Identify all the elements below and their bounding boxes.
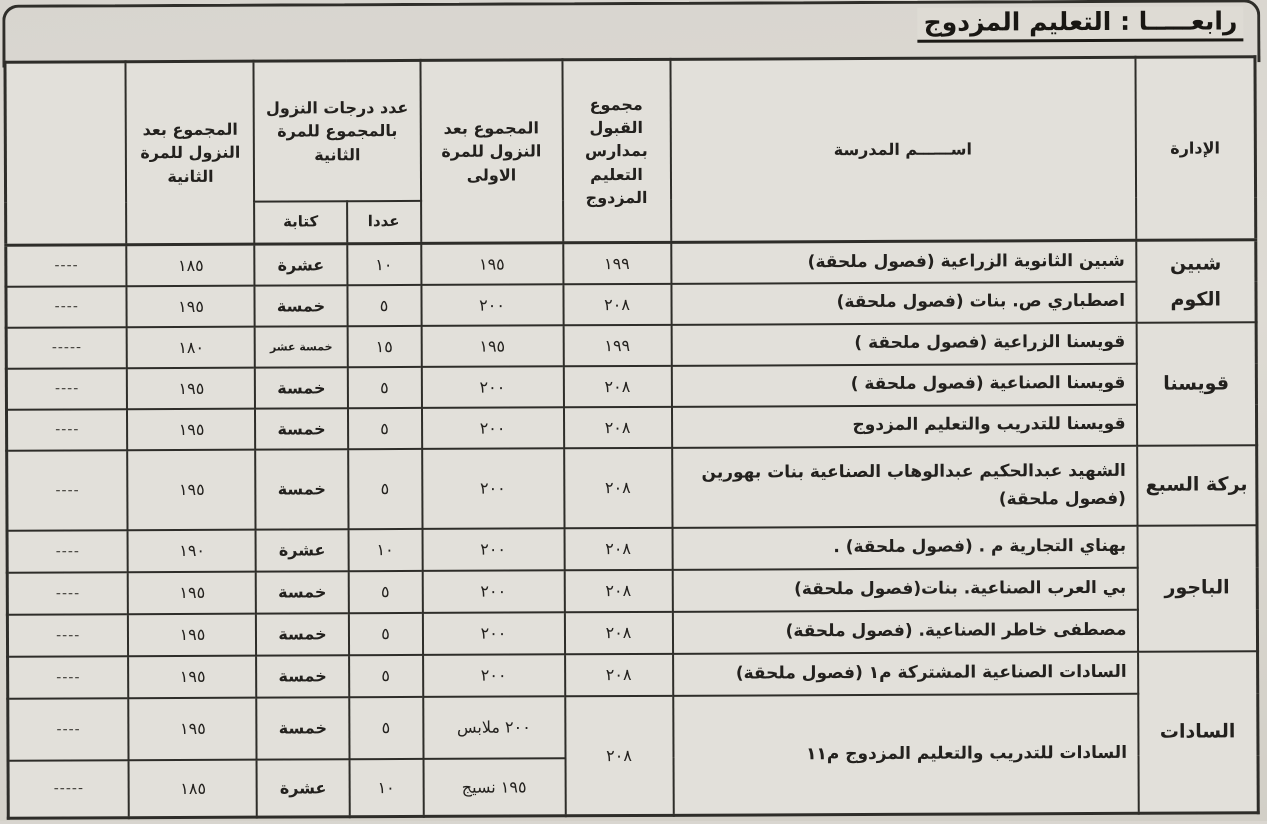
numeric-cell: ٥ <box>348 284 422 325</box>
school-cell: شبين الثانوية الزراعية (فصول ملحقة) <box>672 240 1137 283</box>
school-cell: بهناي التجارية م . (فصول ملحقة) . <box>673 525 1138 569</box>
numeric-cell: ٥ <box>349 612 423 654</box>
numeric-cell: ٥ <box>348 366 422 407</box>
header-acceptance-total: مجموع القبول بمدارس التعليم المزدوج <box>563 59 672 242</box>
after-second-cell: ١٩٥ <box>129 571 257 614</box>
after-first-cell: ٢٠٠ <box>423 570 565 613</box>
acceptance-cell: ١٩٩ <box>564 242 672 283</box>
written-cell: خمسة <box>258 655 350 697</box>
notes-cell: ---- <box>7 245 128 287</box>
dual-education-table <box>4 55 1260 819</box>
acceptance-cell: ٢٠٨ <box>565 611 673 653</box>
after-second-cell: ١٩٥ <box>130 697 258 760</box>
written-cell: خمسة <box>258 697 350 759</box>
after-first-cell: ٢٠٠ <box>423 612 565 655</box>
acceptance-cell: ٢٠٨ <box>565 569 673 611</box>
after-second-cell: ١٨٥ <box>128 244 256 286</box>
numeric-cell: ٥ <box>349 570 423 612</box>
numeric-cell: ٥ <box>349 448 423 528</box>
table-row <box>7 281 1257 327</box>
after-second-cell: ١٩٠ <box>129 529 257 572</box>
admin-cell: بركة السبع <box>1138 445 1258 526</box>
written-cell: خمسة <box>257 571 349 613</box>
after-first-cell: ٢٠٠ <box>422 284 564 326</box>
page-title: رابعـــــا : التعليم المزدوج <box>919 6 1245 42</box>
numeric-cell: ١٠ <box>348 243 422 284</box>
written-cell: خمسة <box>256 285 348 326</box>
header-written: كتابة <box>256 201 348 244</box>
after-second-cell: ١٨٠ <box>128 326 256 368</box>
numeric-cell: ١٥ <box>348 325 422 366</box>
acceptance-cell: ٢٠٨ <box>564 365 672 406</box>
after-first-cell: ٢٠٠ <box>422 407 564 449</box>
written-cell: عشرة <box>258 759 350 817</box>
school-cell: مصطفى خاطر الصناعية. (فصول ملحقة) <box>673 609 1138 653</box>
after-first-cell: ٢٠٠ ملابس <box>424 696 566 759</box>
after-first-cell: ١٩٥ نسيج <box>424 758 566 817</box>
notes-cell: ---- <box>8 530 129 573</box>
notes-cell: ---- <box>7 286 128 328</box>
admin-cell: شبين الكوم <box>1137 240 1257 323</box>
after-first-cell: ٢٠٠ <box>423 528 565 571</box>
school-cell: اصطباري ص. بنات (فصول ملحقة) <box>672 281 1137 324</box>
acceptance-cell: ٢٠٨ <box>565 527 673 569</box>
numeric-cell: ٥ <box>350 654 424 696</box>
acceptance-cell: ٢٠٨ <box>565 447 673 527</box>
after-second-cell: ١٩٥ <box>129 613 257 656</box>
header-numeric: عددا <box>348 201 422 244</box>
admin-cell: الباجور <box>1138 525 1259 652</box>
notes-cell: ---- <box>9 698 130 761</box>
table-row <box>8 609 1258 656</box>
table-row <box>7 240 1257 286</box>
numeric-cell: ٥ <box>350 696 424 758</box>
header-notes-empty <box>6 62 128 246</box>
numeric-cell: ١٠ <box>350 758 424 816</box>
after-first-cell: ٢٠٠ <box>422 366 564 408</box>
written-cell: خمسة <box>256 367 348 408</box>
after-second-cell: ١٩٥ <box>130 655 258 698</box>
after-first-cell: ٢٠٠ <box>423 448 565 529</box>
header-admin: الإدارة <box>1136 57 1257 241</box>
acceptance-cell: ٢٠٨ <box>564 283 672 324</box>
acceptance-cell: ١٩٩ <box>564 324 672 365</box>
notes-cell: ---- <box>9 656 130 699</box>
after-second-cell: ١٩٥ <box>128 367 256 409</box>
table-row <box>8 567 1258 614</box>
written-cell: عشرة <box>256 244 348 285</box>
notes-cell: ---- <box>7 368 128 410</box>
written-cell: خمسة <box>256 408 348 449</box>
admin-cell: قويسنا <box>1137 322 1258 446</box>
school-cell: قويسنا الصناعية (فصول ملحقة ) <box>672 363 1137 406</box>
after-first-cell: ٢٠٠ <box>424 654 566 697</box>
written-cell: عشرة <box>257 529 349 571</box>
table-row <box>8 525 1258 572</box>
notes-cell: ---- <box>8 450 129 531</box>
admin-cell: السادات <box>1139 651 1260 814</box>
after-first-cell: ١٩٥ <box>422 243 564 285</box>
school-cell: قويسنا للتدريب والتعليم المزدوج <box>672 404 1137 447</box>
after-second-cell: ١٩٥ <box>129 449 257 530</box>
notes-cell: ---- <box>8 572 129 615</box>
school-cell: السادات للتدريب والتعليم المزدوج م١١ <box>674 693 1140 815</box>
table-row <box>7 322 1257 368</box>
table-row <box>9 651 1259 698</box>
table-row <box>7 363 1257 409</box>
notes-cell: ---- <box>7 409 128 451</box>
written-cell: خمسة عشر <box>256 326 348 367</box>
after-second-cell: ١٨٥ <box>130 759 258 818</box>
table-row <box>9 693 1259 760</box>
after-second-cell: ١٩٥ <box>128 408 256 450</box>
header-total-after-second-reduction: المجموع بعد النزول للمرة الثانية <box>127 61 256 245</box>
notes-cell: ----- <box>9 760 130 819</box>
header-second-reduction-degrees: عدد درجات النزول بالمجموع للمرة الثانية <box>255 60 422 201</box>
notes-cell: ---- <box>8 614 129 657</box>
numeric-cell: ٥ <box>348 407 422 448</box>
school-cell: قويسنا الزراعية (فصول ملحقة ) <box>672 322 1137 365</box>
notes-cell: ----- <box>7 327 128 369</box>
acceptance-cell: ٢٠٨ <box>566 695 675 815</box>
header-total-after-first-reduction: المجموع بعد النزول للمرة الاولى <box>421 60 564 244</box>
written-cell: خمسة <box>257 449 349 529</box>
table-row <box>7 404 1257 450</box>
acceptance-cell: ٢٠٨ <box>566 653 674 695</box>
school-cell: السادات الصناعية المشتركة م١ (فصول ملحقة) <box>674 651 1139 695</box>
written-cell: خمسة <box>257 613 349 655</box>
acceptance-cell: ٢٠٨ <box>564 406 672 447</box>
numeric-cell: ١٠ <box>349 528 423 570</box>
header-school-name: اســــــم المدرسة <box>671 57 1137 242</box>
after-first-cell: ١٩٥ <box>422 325 564 367</box>
school-cell: الشهيد عبدالحكيم عبدالوهاب الصناعية بنات بهورين (فصول ملحقة) <box>673 445 1138 527</box>
table-row <box>8 445 1258 530</box>
after-second-cell: ١٩٥ <box>128 285 256 327</box>
school-cell: بي العرب الصناعية. بنات(فصول ملحقة) <box>673 567 1138 611</box>
